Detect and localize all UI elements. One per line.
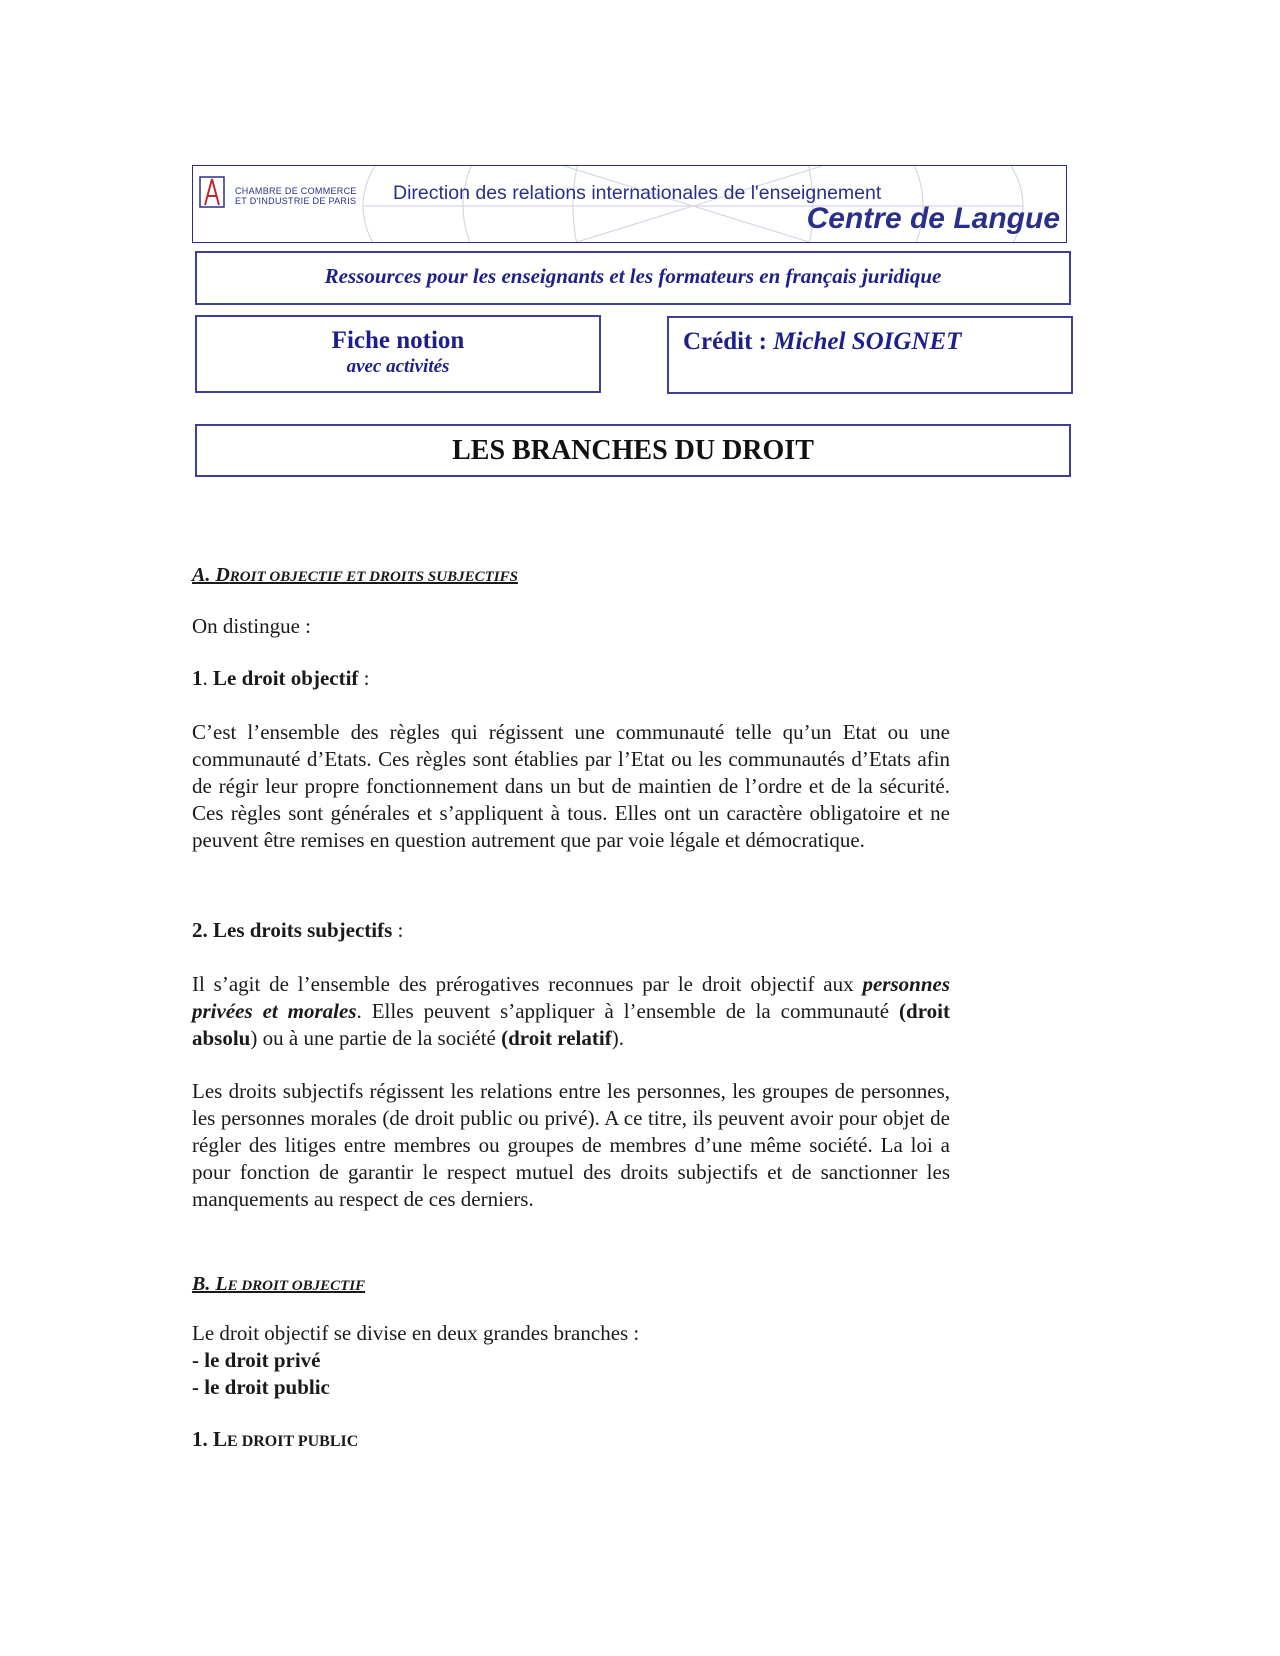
paragraph-droit-objectif: C’est l’ensemble des règles qui régissent une communauté telle qu’un Etat ou une communauté d’Etats. Ces règles sont établies par l’Etat ou les communautés d’Etats afin de régir leur propre fonctionnement dans un but de maintien de l’ordre et de la sécurité. Ces règles sont générales et s’appliquent à tous. Elles ont un caractère obligatoire et ne peuvent être remises en question autrement que par voie légale et démocratique. [192, 720, 950, 852]
header-banner [192, 165, 1067, 243]
subheading-droit-public: 1. LE DROIT PUBLIC [192, 1427, 359, 1451]
document-title-box [195, 424, 1071, 477]
list-item-droit-public: - le droit public [192, 1375, 330, 1399]
cci-name: CHAMBRE DE COMMERCE ET D'INDUSTRIE DE PARIS [235, 186, 357, 206]
centre-title: Centre de Langue [806, 202, 1060, 235]
section-a-intro: On distingue : [192, 614, 311, 638]
document-title: LES BRANCHES DU DROIT [452, 435, 814, 466]
credit-author: Michel SOIGNET [773, 328, 962, 355]
section-b-heading: B. LE DROIT OBJECTIF [192, 1273, 366, 1295]
fiche-box [195, 315, 601, 393]
subheading-droits-subjectifs: 2. Les droits subjectifs : [192, 918, 404, 942]
direction-title: Direction des relations internationales de l'enseignement [393, 182, 882, 204]
fiche-subtitle: avec activités [346, 356, 450, 377]
section-b-intro: Le droit objectif se divise en deux grandes branches : [192, 1321, 640, 1345]
fiche-title: Fiche notion [331, 327, 465, 354]
credit-text: Crédit : Michel SOIGNET [683, 328, 962, 355]
credit-box [667, 316, 1073, 394]
paragraph-relations: Les droits subjectifs régissent les relations entre les personnes, les groupes de personnes, les personnes morales (de droit public ou privé). A ce titre, ils peuvent avoir pour objet de régler des litiges entre membres ou groupes de membres d’une même société. La loi a pour fonction de garantir le respect mutuel des droits subjectifs et de sanctionner les manquements au respect de ces derniers. [192, 1079, 950, 1211]
subheading-droit-objectif: 1. Le droit objectif : [192, 666, 370, 690]
section-a-heading: A. DROIT OBJECTIF ET DROITS SUBJECTIFS [192, 564, 518, 586]
resources-box [195, 251, 1071, 305]
resources-text: Ressources pour les enseignants et les formateurs en français juridique [324, 264, 942, 288]
cci-logo-icon [199, 176, 225, 208]
list-item-droit-prive: - le droit privé [192, 1348, 321, 1372]
paragraph-prerogatives: Il s’agit de l’ensemble des prérogatives reconnues par le droit objectif aux personnes privées et morales. Elles peuvent s’appliquer à l’ensemble de la communauté (droit absolu) ou à une partie de la société (droit relatif). [192, 972, 950, 1050]
